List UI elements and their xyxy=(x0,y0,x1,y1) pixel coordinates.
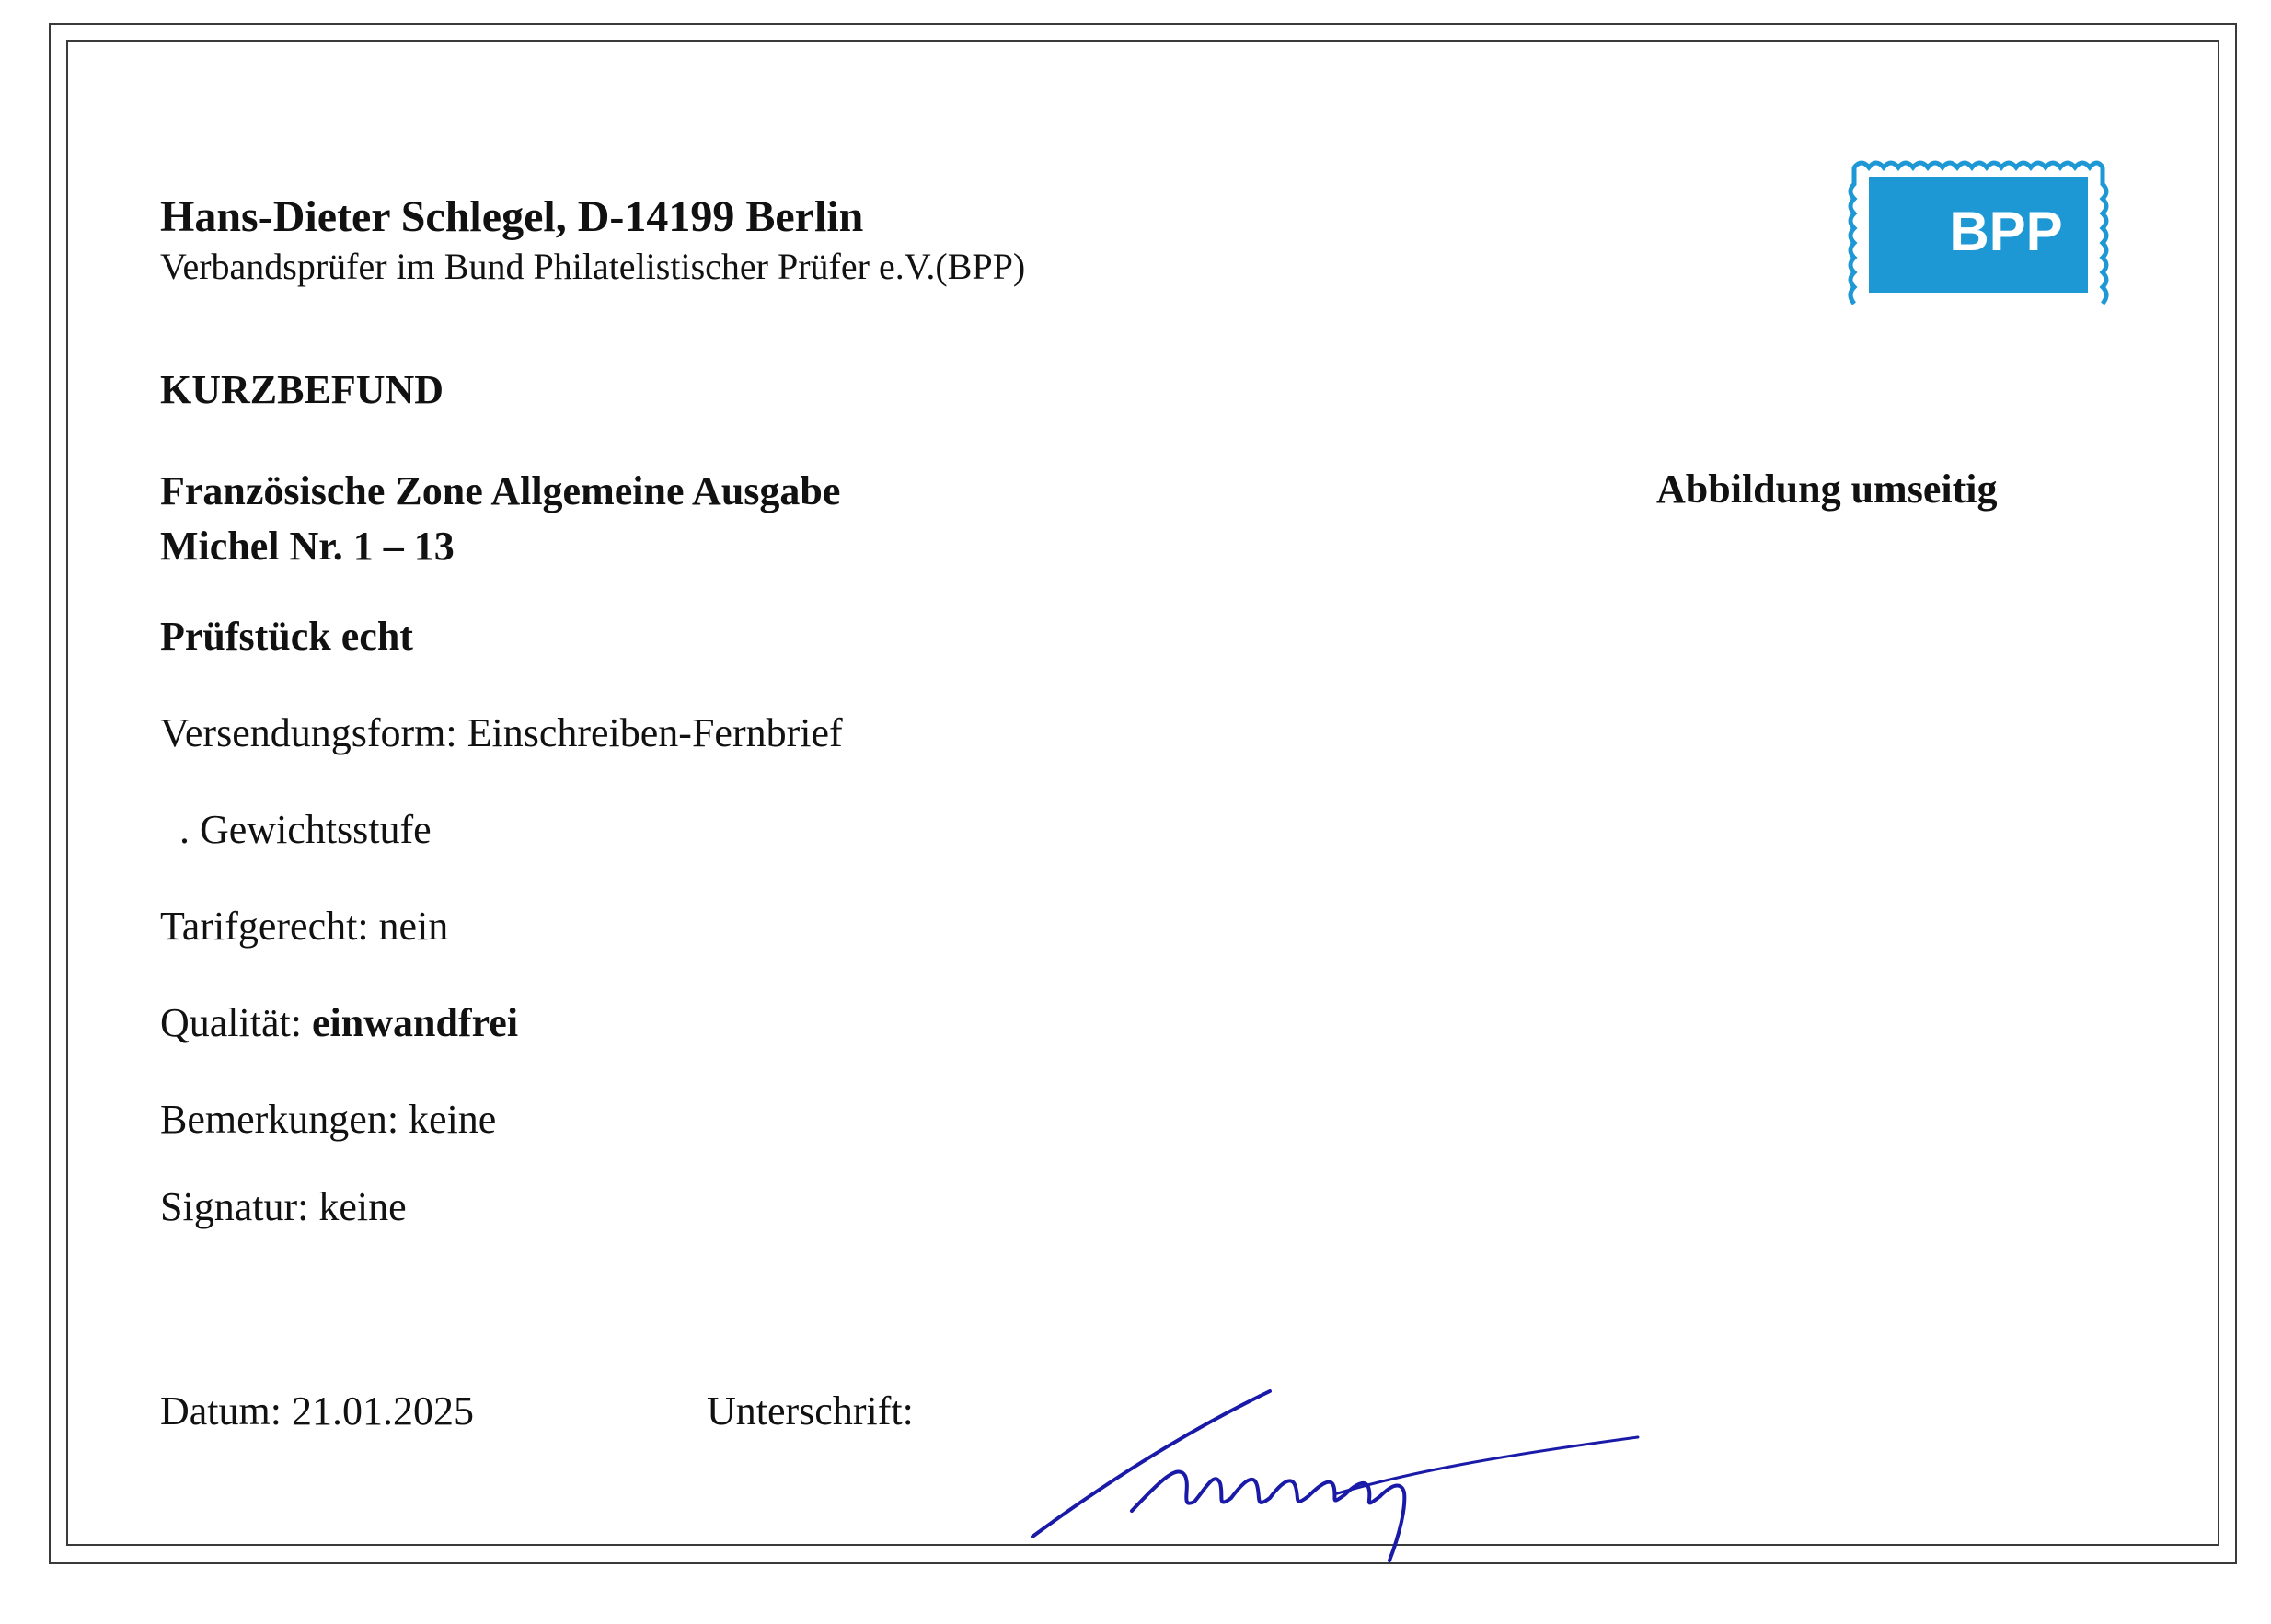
quality-value: einwandfrei xyxy=(311,1000,519,1045)
remarks: Bemerkungen: keine xyxy=(160,1097,497,1142)
examination-result: Prüfstück echt xyxy=(160,614,413,659)
examiner-header xyxy=(160,192,864,241)
signature-mark: Signatur: keine xyxy=(160,1184,407,1229)
bpp-stamp-logo xyxy=(1845,156,2112,313)
weight-level: . Gewichtsstufe xyxy=(179,807,432,852)
shipping-form: Versendungsform: Einschreiben-Fernbrief xyxy=(160,710,843,755)
quality-line xyxy=(160,1000,519,1045)
image-note: Abbildung umseitig xyxy=(1656,466,1998,512)
quality-label: Qualität: xyxy=(160,1000,302,1045)
examiner-role: Verbandsprüfer im Bund Philatelistischer Prüfer e.V.(BPP) xyxy=(160,246,1026,287)
tariff-correct: Tarifgerecht: nein xyxy=(160,904,449,949)
date: Datum: 21.01.2025 xyxy=(160,1388,474,1434)
bpp-logo-text: BPP xyxy=(1949,201,2063,262)
stamp-area: Französische Zone Allgemeine Ausgabe xyxy=(160,468,841,513)
signature-label: Unterschrift: xyxy=(707,1388,914,1434)
document-title: KURZBEFUND xyxy=(160,367,444,412)
examiner-name: Hans-Dieter Schlegel xyxy=(160,192,556,241)
catalog-number: Michel Nr. 1 – 13 xyxy=(160,524,455,569)
examiner-location: , D-14199 Berlin xyxy=(555,192,864,241)
handwritten-signature xyxy=(1021,1380,1647,1573)
